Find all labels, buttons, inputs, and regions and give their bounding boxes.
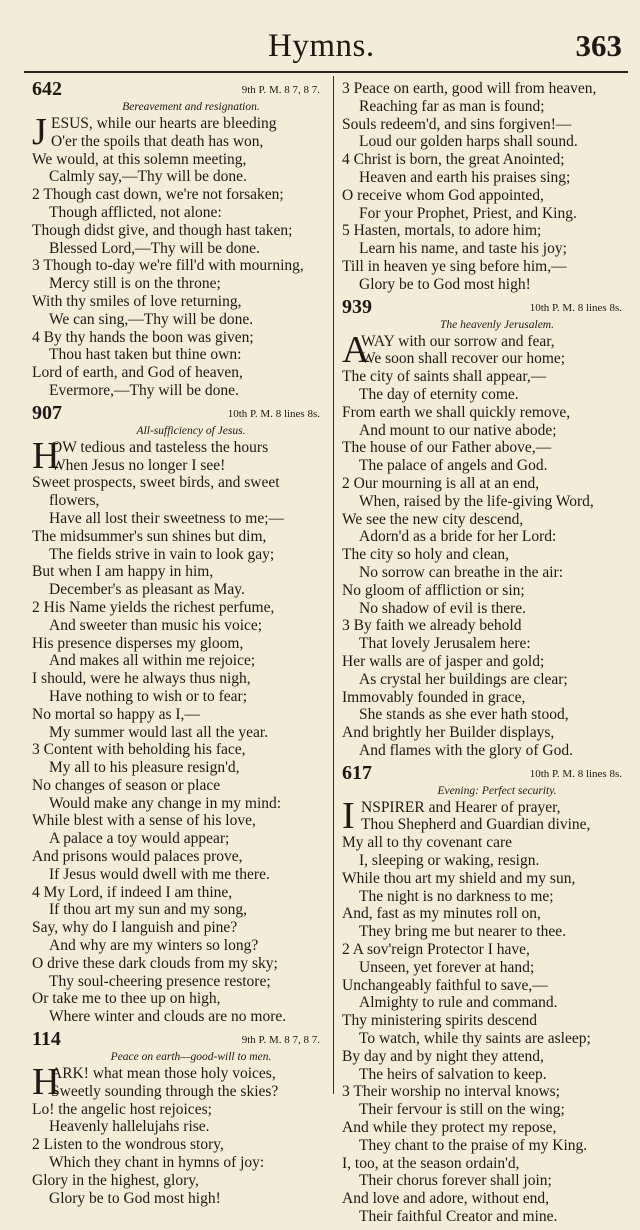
verse-line: The night is no darkness to me; xyxy=(359,887,554,905)
verse-line: 2 Our mourning is all at an end, xyxy=(342,474,540,492)
page-header xyxy=(0,28,640,68)
hymn-topic: All-sufficiency of Jesus. xyxy=(136,424,246,437)
verse-line: Would make any change in my mind: xyxy=(49,794,282,812)
verse-line: Their fervour is still on the wing; xyxy=(359,1101,565,1119)
verse-line: We soon shall recover our home; xyxy=(361,350,566,368)
verse-line: And makes all within me rejoice; xyxy=(49,652,256,670)
verse-line: Thou Shepherd and Guardian divine, xyxy=(361,816,591,834)
verse-line: O'er the spoils that death has won, xyxy=(51,132,264,150)
verse-line: Till in heaven ye sing before him,— xyxy=(342,257,567,275)
verse-line: And flames with the glory of God. xyxy=(359,741,573,759)
hymn-heading xyxy=(32,1030,330,1050)
verse-line: For your Prophet, Priest, and King. xyxy=(359,204,577,222)
drop-cap: H xyxy=(32,1061,60,1104)
hymn-meter: 9th P. M. 8 7, 8 7. xyxy=(241,84,320,96)
hymn-topic: Peace on earth—good-will to men. xyxy=(110,1051,272,1064)
verse-line: My all to his pleasure resign'd, xyxy=(49,759,240,777)
verse-line: The heirs of salvation to keep. xyxy=(359,1065,547,1083)
verse-line: She stands as she ever hath stood, xyxy=(359,706,569,724)
hymn-topic: The heavenly Jerusalem. xyxy=(439,318,554,331)
verse-line: As crystal her buildings are clear; xyxy=(359,670,568,688)
verse-line: The midsummer's sun shines but dim, xyxy=(32,527,267,545)
verse-line: From earth we shall quickly remove, xyxy=(342,403,571,421)
verse-line: Immovably founded in grace, xyxy=(342,688,526,706)
verse-line: Have nothing to wish or to fear; xyxy=(49,687,248,705)
hymn-heading xyxy=(342,295,632,318)
verse-line: The city of saints shall appear,— xyxy=(342,368,547,386)
verse-line: Lo! the angelic host rejoices; xyxy=(32,1100,212,1118)
verse-line: And brightly her Builder displays, xyxy=(342,724,555,742)
verse-line: Have all lost their sweetness to me;— xyxy=(49,509,285,527)
hymn-meter: 10th P. M. 8 lines 8s. xyxy=(227,407,320,420)
verse-line: 3 Content with beholding his face, xyxy=(32,741,246,759)
verse-line: O drive these dark clouds from my sky; xyxy=(32,954,278,972)
verse-line: With thy smiles of love returning, xyxy=(32,292,242,310)
hymn-number: 907 xyxy=(32,401,62,424)
verse-line: Unchangeably faithful to save,— xyxy=(342,976,548,994)
verse-line: Or take me to thee up on high, xyxy=(32,990,221,1008)
hymn-number: 939 xyxy=(342,295,372,318)
verse-line: And why are my winters so long? xyxy=(49,937,259,955)
verse-line: Though afflicted, not alone: xyxy=(49,203,222,221)
hymn-meter: 10th P. M. 8 lines 8s. xyxy=(529,301,622,314)
verse-line: And, fast as my minutes roll on, xyxy=(342,905,541,923)
first-line-text: ESUS, while our hearts are bleeding xyxy=(51,115,277,132)
verse-line: 4 By thy hands the boon was given; xyxy=(32,328,254,346)
drop-cap: H xyxy=(32,434,60,477)
page-number: 363 xyxy=(575,28,622,63)
verse-line: My summer would last all the year. xyxy=(49,723,269,741)
verse-line: Thy soul-cheering presence restore; xyxy=(49,972,271,990)
verse-line: 4 My Lord, if indeed I am thine, xyxy=(32,883,233,901)
verse-line: Reaching far as man is found; xyxy=(359,97,545,115)
first-line-text: ARK! what mean those holy voices, xyxy=(51,1065,276,1083)
verse-line: Loud our golden harps shall sound. xyxy=(359,133,578,151)
verse-line: Glory in the highest, glory, xyxy=(32,1171,199,1189)
verse-line: My all to thy covenant care xyxy=(342,834,513,852)
verse-line: No mortal so happy as I,— xyxy=(32,705,200,723)
verse-line: And love and adore, without end, xyxy=(342,1190,550,1208)
hymn-block xyxy=(32,80,330,400)
verse-line: His presence disperses my gloom, xyxy=(32,634,244,652)
first-line-text: NSPIRER and Hearer of prayer, xyxy=(361,798,561,816)
hymn-number: 642 xyxy=(32,78,62,100)
verse-line: We would, at this solemn meeting, xyxy=(32,150,247,168)
verse-line: Sweetly sounding through the skies? xyxy=(51,1082,279,1100)
hymn-heading xyxy=(32,80,330,100)
verse-line: Thy ministering spirits descend xyxy=(342,1012,538,1030)
hymn-continuation xyxy=(342,80,632,294)
verse-line: Where winter and clouds are no more. xyxy=(49,1008,287,1026)
verse-line: No sorrow can breathe in the air: xyxy=(359,563,564,581)
column-divider xyxy=(333,76,334,1094)
verse-line: 2 Listen to the wondrous story, xyxy=(32,1136,224,1154)
left-column xyxy=(32,80,330,1211)
verse-line: 2 A sov'reign Protector I have, xyxy=(342,941,530,959)
verse-line: While thou art my shield and my sun, xyxy=(342,869,576,887)
verse-line: The palace of angels and God. xyxy=(359,457,548,475)
verse-line: Say, why do I languish and pine? xyxy=(32,919,238,937)
verse-line: I, too, at the season ordain'd, xyxy=(342,1154,520,1172)
verse-line: That lovely Jerusalem here: xyxy=(359,635,531,653)
verse-line: Her walls are of jasper and gold; xyxy=(342,652,545,670)
first-line-text: WAY with our sorrow and fear, xyxy=(361,332,555,350)
first-line-text: OW tedious and tasteless the hours xyxy=(51,438,269,456)
verse-line: The city so holy and clean, xyxy=(342,546,510,564)
verse-line: Lord of earth, and God of heaven, xyxy=(32,364,243,382)
verse-line: Learn his name, and taste his joy; xyxy=(359,240,567,258)
hymn-number: 617 xyxy=(342,761,372,784)
verse-line: Mercy still is on the throne; xyxy=(49,275,221,293)
verse-line: But when I am happy in him, xyxy=(32,563,214,581)
verse-line: Glory be to God most high! xyxy=(359,275,531,293)
verse-line: Adorn'd as a bride for her Lord: xyxy=(359,528,557,546)
verse-line: 4 Christ is born, the great Anointed; xyxy=(342,151,565,169)
page-title: Hymns. xyxy=(268,28,375,64)
verse-line: Though didst give, and though hast taken; xyxy=(32,221,293,239)
verse-line: A palace a toy would appear; xyxy=(49,830,230,848)
verse-line: When, raised by the life-giving Word, xyxy=(359,492,594,510)
hymn-block xyxy=(342,761,632,1226)
verse-line: While blest with a sense of his love, xyxy=(32,812,256,830)
verse-line: Unseen, yet forever at hand; xyxy=(359,958,535,976)
verse-line: Calmly say,—Thy will be done. xyxy=(49,168,247,186)
verse-line: 2 His Name yields the richest perfume, xyxy=(32,598,275,616)
hymn-block xyxy=(342,295,632,760)
hymn-heading xyxy=(342,761,632,784)
verse-line: When Jesus no longer I see! xyxy=(51,456,226,474)
verse-line: O receive whom God appointed, xyxy=(342,186,544,204)
verse-line: 5 Hasten, mortals, to adore him; xyxy=(342,222,542,240)
hymn-number: 114 xyxy=(32,1028,61,1051)
verse-line: 2 Though cast down, we're not forsaken; xyxy=(32,186,284,204)
verse-line: 3 Though to-day we're fill'd with mourning, xyxy=(32,257,304,275)
verse-line: 3 Their worship no interval knows; xyxy=(342,1083,560,1101)
verse-line: And while they protect my repose, xyxy=(342,1119,557,1137)
verse-line: They chant to the praise of my King. xyxy=(359,1136,588,1154)
verse-line: And mount to our native abode; xyxy=(359,421,557,439)
verse-line: No gloom of affliction or sin; xyxy=(342,581,525,599)
hymn-meter: 9th P. M. 8 7, 8 7. xyxy=(241,1034,320,1047)
hymn-block xyxy=(32,1030,330,1207)
verse-line: Souls redeem'd, and sins forgiven!— xyxy=(342,115,572,133)
verse-line: Thou hast taken but thine own: xyxy=(49,346,242,364)
verse-line: The house of our Father above,— xyxy=(342,439,552,457)
verse-line: No shadow of evil is there. xyxy=(359,599,527,617)
verse-line: And sweeter than music his voice; xyxy=(49,616,263,634)
drop-cap: I xyxy=(342,794,355,837)
verse-line: Heaven and earth his praises sing; xyxy=(359,168,571,186)
hymn-topic: Evening: Perfect security. xyxy=(437,784,557,797)
verse-line: I, sleeping or waking, resign. xyxy=(359,852,540,870)
verse-line: If thou art my sun and my song, xyxy=(49,901,248,919)
drop-cap: J xyxy=(32,111,47,153)
right-column xyxy=(342,80,632,1230)
verse-line: Sweet prospects, sweet birds, and sweet xyxy=(32,474,280,492)
verse-line: flowers, xyxy=(49,492,100,510)
verse-line: And prisons would palaces prove, xyxy=(32,848,243,866)
verse-line: To watch, while thy saints are asleep; xyxy=(359,1030,591,1048)
verse-line: Their faithful Creator and mine. xyxy=(359,1208,558,1226)
verse-line: If Jesus would dwell with me there. xyxy=(49,865,270,883)
verse-line: 3 Peace on earth, good will from heaven, xyxy=(342,80,597,97)
verse-line: We can sing,—Thy will be done. xyxy=(49,310,254,328)
verse-line: Glory be to God most high! xyxy=(49,1189,221,1207)
header-rule xyxy=(24,71,628,73)
hymn-meter: 10th P. M. 8 lines 8s. xyxy=(529,767,622,780)
verse-line: Blessed Lord,—Thy will be done. xyxy=(49,239,260,257)
verse-line: Heavenly hallelujahs rise. xyxy=(49,1118,210,1136)
verse-line: By day and by night they attend, xyxy=(342,1047,544,1065)
drop-cap: A xyxy=(342,328,370,371)
verse-line: 3 By faith we already behold xyxy=(342,617,522,635)
verse-line: I should, were he always thus nigh, xyxy=(32,670,251,688)
verse-line: No changes of season or place xyxy=(32,776,221,794)
verse-line: Which they chant in hymns of joy: xyxy=(49,1154,265,1172)
verse-line: They bring me but nearer to thee. xyxy=(359,923,567,941)
verse-line: Almighty to rule and command. xyxy=(359,994,558,1012)
hymn-topic: Bereavement and resignation. xyxy=(122,101,260,113)
verse-line: The day of eternity come. xyxy=(359,385,519,403)
hymn-block xyxy=(32,401,330,1026)
verse-line: We see the new city descend, xyxy=(342,510,524,528)
hymn-heading xyxy=(32,401,330,424)
verse-line: Evermore,—Thy will be done. xyxy=(49,381,239,399)
verse-line: The fields strive in vain to look gay; xyxy=(49,545,275,563)
verse-line: December's as pleasant as May. xyxy=(49,581,245,599)
verse-line: Their chorus forever shall join; xyxy=(359,1172,552,1190)
